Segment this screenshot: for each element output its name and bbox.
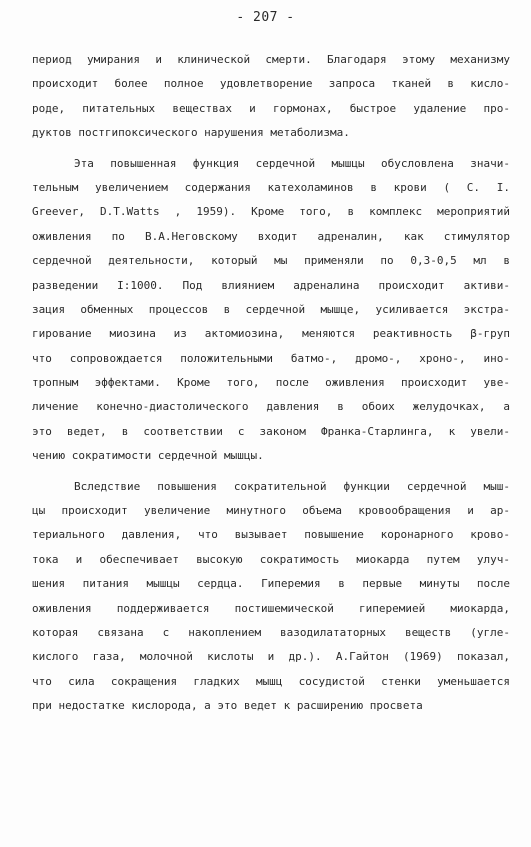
text-line: гирование миозина из актомиозина, меняются реактивность β-груп xyxy=(32,327,510,341)
text-line: Greever, D.T.Watts , 1959). Кроме того, в комплекс мероприятий xyxy=(32,205,510,219)
paragraph-2 xyxy=(32,152,510,469)
page-body xyxy=(32,48,510,719)
text-line: оживления по В.А.Неговскому входит адреналин, как стимулятор xyxy=(32,229,510,243)
text-line: Вследствие повышения сократительной функции сердечной мыш- xyxy=(74,479,510,493)
text-line: тока и обеспечивает высокую сократимость миокарда путем улуч- xyxy=(32,552,510,566)
text-line: сердечной деятельности, который мы применяли по 0,3-0,5 мл в xyxy=(32,254,510,268)
page-number: - 207 - xyxy=(236,10,295,25)
text-line: дуктов постгипоксического нарушения метаболизма. xyxy=(32,126,350,140)
text-line: происходит более полное удовлетворение запроса тканей в кисло- xyxy=(32,77,510,91)
paragraph-3 xyxy=(32,475,510,719)
text-line: териального давления, что вызывает повышение коронарного крово- xyxy=(32,528,510,542)
text-line: личение конечно-диастолического давления в обоих желудочках, а xyxy=(32,400,510,414)
text-line: это ведет, в соответствии с законом Франка-Старлинга, к увели- xyxy=(32,424,510,438)
text-line: чению сократимости сердечной мышцы. xyxy=(32,449,264,463)
text-line: что сила сокращения гладких мышц сосудистой стенки уменьшается xyxy=(32,674,510,688)
paragraph-1 xyxy=(32,48,510,146)
text-line: период умирания и клинической смерти. Благодаря этому механизму xyxy=(32,53,510,66)
text-line: разведении I:1000. Под влиянием адреналина происходит активи- xyxy=(32,278,510,292)
text-line: оживления поддерживается постишемической гиперемией миокарда, xyxy=(32,601,510,615)
text-line: Эта повышенная функция сердечной мышцы обусловлена значи- xyxy=(74,156,510,170)
text-line: при недостатке кислорода, а это ведет к расширению просвета xyxy=(32,699,423,713)
text-line: роде, питательных веществах и гормонах, быстрое удаление про- xyxy=(32,101,510,115)
text-line: которая связана с накоплением вазодилататорных веществ (угле- xyxy=(32,625,510,639)
text-line: тропным эффектами. Кроме того, после оживления происходит уве- xyxy=(32,376,510,390)
text-line: цы происходит увеличение минутного объема кровообращения и ар- xyxy=(32,504,510,518)
text-line: что сопровождается положительными батмо-, дромо-, хроно-, ино- xyxy=(32,351,510,365)
text-line: кислого газа, молочной кислоты и др.). А.Гайтон (1969) показал, xyxy=(32,650,510,664)
text-line: зация обменных процессов в сердечной мышце, усиливается экстра- xyxy=(32,302,510,316)
text-line: тельным увеличением содержания катехоламинов в крови ( C. I. xyxy=(32,180,510,194)
text-line: шения питания мышцы сердца. Гиперемия в первые минуты после xyxy=(32,577,510,591)
